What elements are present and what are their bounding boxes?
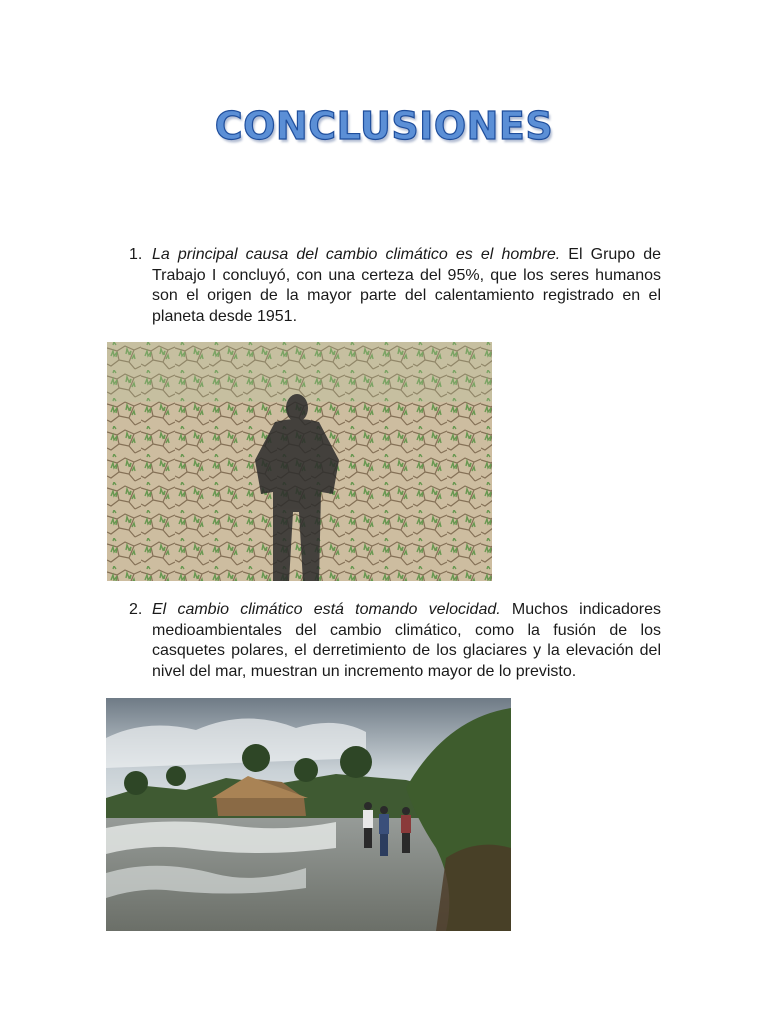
conclusion-text <box>152 600 661 682</box>
conclusion-item-1 <box>129 245 661 327</box>
conclusion-item-2 <box>129 600 661 682</box>
flood-image <box>106 698 511 931</box>
conclusion-lead: La principal causa del cambio climático es el hombre. <box>152 246 561 263</box>
drought-shadow-photo <box>107 342 492 581</box>
flood-photo <box>106 698 511 931</box>
list-number: 1. <box>129 246 143 263</box>
list-number: 2. <box>129 601 143 618</box>
conclusion-text <box>152 245 661 327</box>
conclusion-body: El Grupo de Trabajo I concluyó, con una certeza del 95%, que los seres humanos son el origen de la mayor parte del calentamiento registrado en el planeta desde 1951. <box>152 246 661 325</box>
conclusion-lead: El cambio climático está tomando velocidad. <box>152 601 501 618</box>
conclusion-body: Muchos indicadores medioambientales del cambio climático, como la fusión de los casquetes polares, el derretimiento de los glaciares y la elevación del nivel del mar, muestran un incremento mayor de lo previsto. <box>152 601 661 680</box>
page-title: CONCLUSIONES <box>214 104 554 148</box>
drought-shadow-image <box>107 342 492 581</box>
